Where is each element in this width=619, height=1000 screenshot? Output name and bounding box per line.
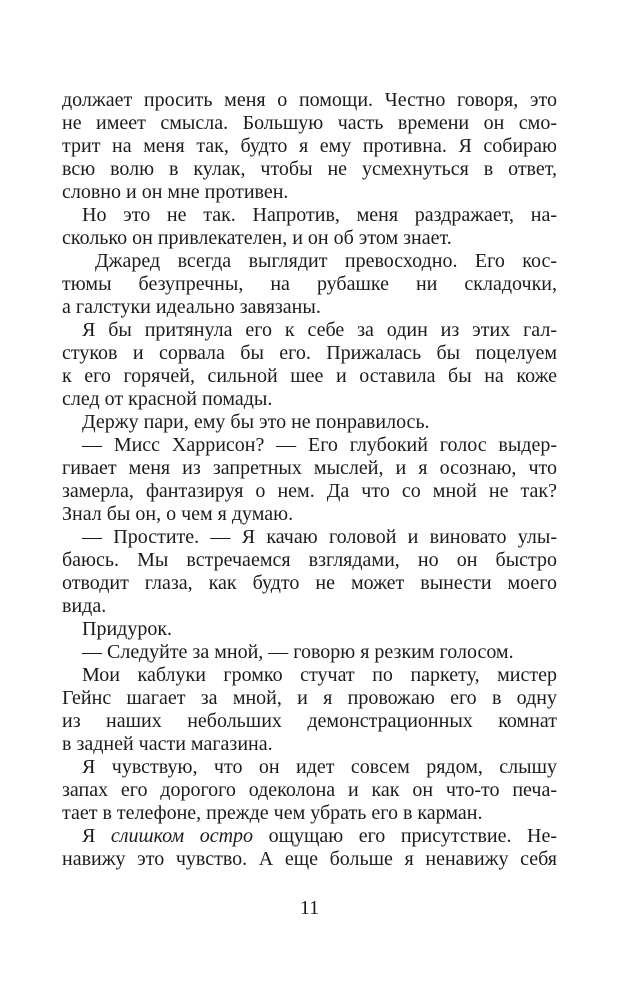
- text-line: Мои каблуки громко стучат по паркету, мистер: [82, 664, 557, 686]
- paragraph: [62, 756, 557, 825]
- paragraph: [62, 664, 557, 756]
- text-line: — Следуйте за мной, — говорю я резким голосом.: [82, 641, 514, 663]
- text-line: сколько он привлекателен, и он об этом знает.: [62, 227, 452, 249]
- paragraph: [62, 618, 557, 641]
- text-line: трит на меня так, будто я ему противна. Я собираю: [62, 135, 557, 157]
- text-line: а галстуки идеально завязаны.: [62, 296, 321, 318]
- text-line: [62, 825, 557, 848]
- paragraph: [62, 526, 557, 618]
- text-line: Но это не так. Напротив, меня раздражает, на-: [82, 204, 557, 226]
- page-number: 11: [299, 897, 320, 919]
- text-line: гивает меня из запретных мыслей, и я осознаю, что: [62, 457, 557, 479]
- text-line: навижу это чувство. А еще больше я ненавижу себя: [62, 848, 557, 870]
- text-line: словно и он мне противен.: [62, 181, 289, 203]
- text-line: отводит глаза, как будто не может вынести моего: [62, 572, 557, 594]
- text-line: Гейнс шагает за мной, и я провожаю его в одну: [62, 687, 557, 709]
- text-line: Держу пари, ему бы это не понравилось.: [82, 411, 430, 433]
- text-line: тюмы безупречны, на рубашке ни складочки,: [62, 273, 557, 295]
- text-segment: ощущаю его присутствие. Не-: [253, 825, 557, 847]
- paragraph: [62, 89, 557, 204]
- text-line: в задней части магазина.: [62, 733, 273, 755]
- paragraph: [62, 434, 557, 526]
- body-text: [62, 89, 557, 871]
- text-line: Знал бы он, о чем я думаю.: [62, 503, 294, 525]
- italic-emphasis: слишком остро: [110, 825, 254, 847]
- text-line: Я бы притянула его к себе за один из этих гал-: [82, 319, 557, 341]
- text-line: запах его дорогого одеколона и как он что-то печа-: [62, 779, 557, 801]
- paragraph: [62, 204, 557, 250]
- text-line: к его горячей, сильной шее и оставила бы на коже: [62, 365, 557, 387]
- text-line: тает в телефоне, прежде чем убрать его в карман.: [62, 802, 483, 824]
- text-line: Джаред всегда выглядит превосходно. Его кос-: [95, 250, 557, 272]
- text-line: всю волю в кулак, чтобы не усмехнуться в ответ,: [62, 158, 557, 180]
- text-line: вида.: [62, 595, 107, 617]
- paragraph: [62, 641, 557, 664]
- text-line: след от красной помады.: [62, 388, 273, 410]
- text-line: не имеет смысла. Большую часть времени он смо-: [62, 112, 557, 134]
- paragraph: [62, 250, 557, 319]
- text-line: из наших небольших демонстрационных комнат: [62, 710, 557, 732]
- text-line: — Простите. — Я качаю головой и виновато улы-: [82, 526, 557, 548]
- paragraph: [62, 411, 557, 434]
- paragraph: [62, 319, 557, 411]
- text-line: баюсь. Мы встречаемся взглядами, но он быстро: [62, 549, 557, 571]
- text-line: Я чувствую, что он идет совсем рядом, слышу: [82, 756, 557, 778]
- paragraph: [62, 825, 557, 871]
- text-line: — Мисс Харрисон? — Его глубокий голос выдер-: [82, 434, 557, 456]
- text-segment: Я: [82, 825, 111, 847]
- text-line: замерла, фантазируя о нем. Да что со мной не так?: [62, 480, 557, 502]
- text-line: стуков и сорвала бы его. Прижалась бы поцелуем: [62, 342, 557, 364]
- text-line: Придурок.: [82, 618, 173, 640]
- text-line: должает просить меня о помощи. Честно говоря, это: [62, 89, 557, 111]
